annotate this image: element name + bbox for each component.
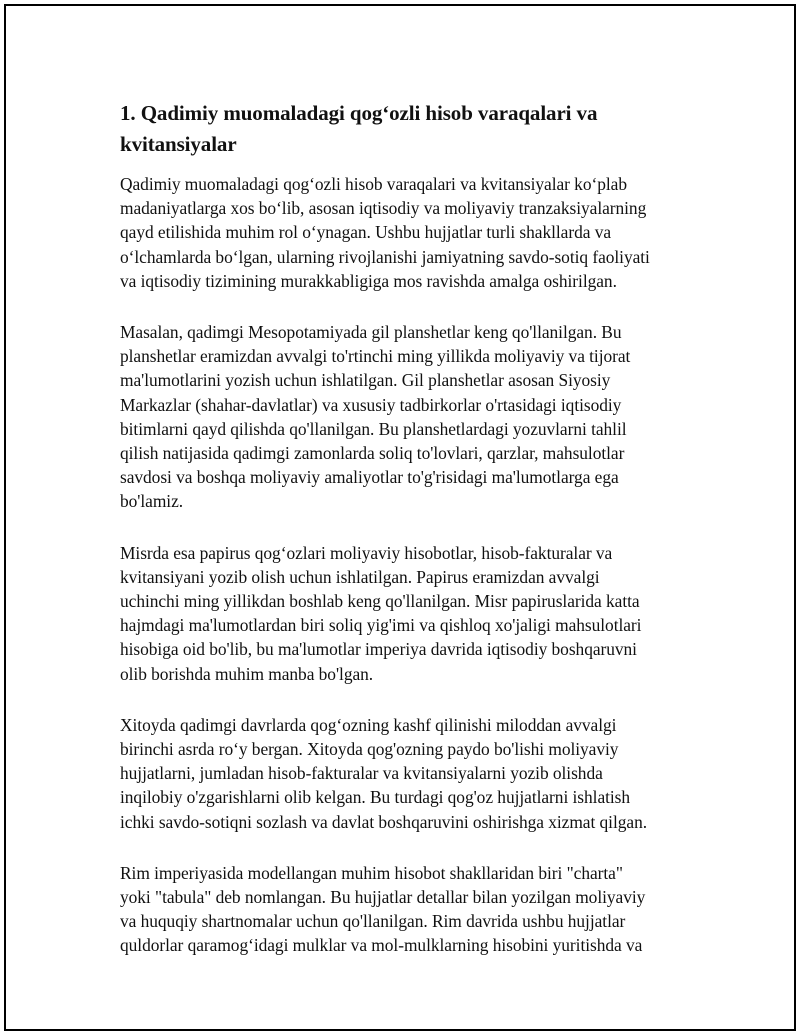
- paragraph-egypt: Misrda esa papirus qog‘ozlari moliyaviy hisobotlar, hisob-fakturalar va kvitansiyani yozib olish uchun ishlatilgan. Papirus eramizdan avvalgi uchinchi ming yillikdan boshlab keng qo'llanilgan. Misr papiruslarida katta hajmdagi ma'lumotlardan biri soliq yig'imi va qishloq xo'jaligi mahsulotlari hisobiga oid bo'lib, bu ma'lumotlar imperiya davrida iqtisodiy boshqaruvni olib borishda muhim manba bo'lgan.: [120, 542, 642, 684]
- paragraph-china: Xitoyda qadimgi davrlarda qog‘ozning kashf qilinishi miloddan avvalgi birinchi asrda ro‘y bergan. Xitoyda qog'ozning paydo bo'lishi moliyaviy hujjatlarni, jumladan hisob-fakturalar va kvitansiyalarni yozib olishda inqilobiy o'zgarishlarni olib kelgan. Bu turdagi qog'oz hujjatlarni ishlatish ichki savdo-sotiqni sozlash va davlat boshqaruvini oshirishga xizmat qilgan.: [120, 714, 648, 832]
- section-title: 1. Qadimiy muomaladagi qog‘ozli hisob varaqalari va kvitansiyalar: [120, 101, 598, 156]
- page-frame: [4, 4, 796, 1031]
- document-body: [120, 98, 710, 985]
- paragraph-rome: Rim imperiyasida modellangan muhim hisobot shakllaridan biri "charta" yoki "tabula" deb nomlangan. Bu hujjatlar detallar bilan yozilgan moliyaviy va huquqiy shartnomalar uchun qo'llanilgan. Rim davrida ushbu hujjatlar quldorlar qaramog‘idagi mulklar va mol-mulklarning hisobini yuritishda va: [120, 862, 646, 956]
- paragraph-mesopotamia: Masalan, qadimgi Mesopotamiyada gil planshetlar keng qo'llanilgan. Bu planshetlar eramizdan avvalgi to'rtinchi ming yillikda moliyaviy va tijorat ma'lumotlarini yozish uchun ishlatilgan. Gil planshetlar asosan Siyosiy Markazlar (shahar-davlatlar) va xususiy tadbirkorlar o'rtasidagi iqtisodiy bitimlarni qayd qilishda qo'llanilgan. Bu planshetlardagi yozuvlarni tahlil qilish natijasida qadimgi zamonlarda soliq to'lovlari, qarzlar, mahsulotlar savdosi va boshqa moliyaviy amaliyotlar to'g'risidagi ma'lumotlarga ega bo'lamiz.: [120, 322, 631, 512]
- paragraph-intro: Qadimiy muomaladagi qog‘ozli hisob varaqalari va kvitansiyalar ko‘plab madaniyatlarga xos bo‘lib, asosan iqtisodiy va moliyaviy tranzaksiyalarning qayd etilishida muhim rol o‘ynagan. Ushbu hujjatlar turli shakllarda va o‘lchamlarda bo‘lgan, ularning rivojlanishi jamiyatning savdo-sotiq faoliyati va iqtisodiy tizimining murakkabligiga mos ravishda amalga oshirilgan.: [120, 174, 650, 291]
